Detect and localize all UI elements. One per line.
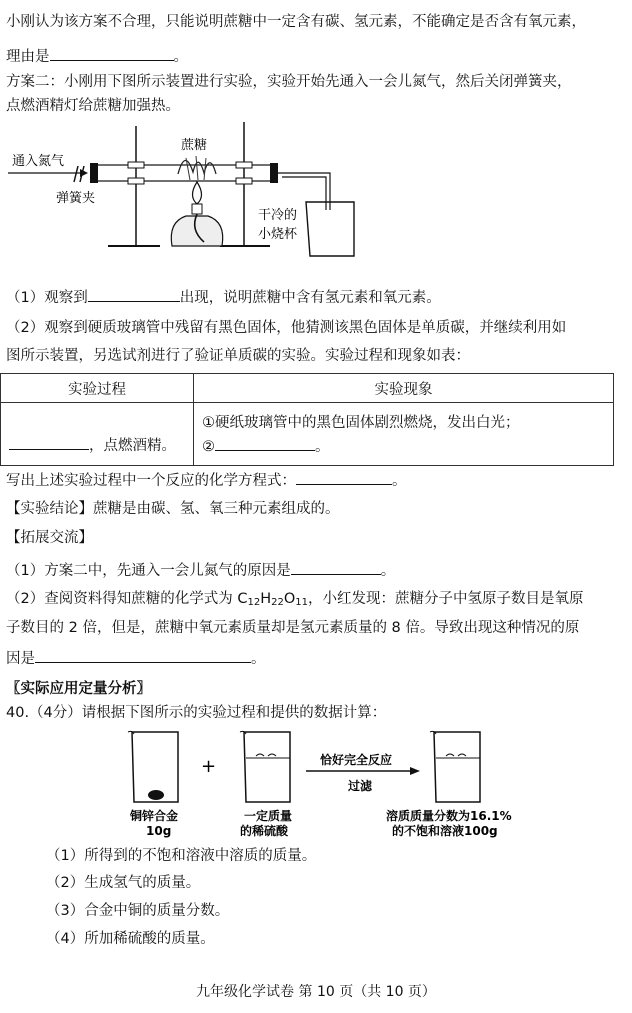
period: 。: [392, 473, 407, 489]
header-phenomenon: 实验现象: [194, 374, 614, 403]
formula-intro: （2）查阅资料得知蔗糖的化学式为 C: [6, 591, 248, 607]
question-2-line-1: （2）观察到硬质玻璃管中残留有黑色固体，他猜测该黑色固体是单质碳，并继续利用如: [6, 320, 567, 336]
period: 。: [251, 651, 266, 667]
conclusion-line: 【实验结论】蔗糖是由碳、氢、氧三种元素组成的。: [6, 501, 340, 517]
reason-label: 理由是: [6, 49, 50, 65]
alloy-sample-icon: [148, 790, 164, 800]
expand-question-1: [6, 560, 395, 581]
plus-sign: +: [201, 756, 217, 777]
arrow-bottom-label: 过滤: [348, 779, 373, 793]
nitrogen-label: 通入氮气: [12, 154, 65, 169]
answer-blank[interactable]: [9, 435, 89, 450]
question-1-suffix: 出现，说明蔗糖中含有氢元素和氧元素。: [179, 290, 441, 306]
expand-question-2-line-2: 子数目的 2 倍，但是，蔗糖中氧元素质量却是氢元素质量的 8 倍。导致出现这种情况的原: [6, 620, 580, 636]
flame-icon: [193, 182, 202, 204]
answer-blank[interactable]: [215, 436, 315, 451]
reason-line: [6, 46, 188, 67]
section-heading: 〖实际应用定量分析〗: [6, 681, 151, 697]
result-label-1: 溶质质量分数为16.1%: [386, 809, 512, 823]
result-label-2: 的不饱和溶液100g: [392, 824, 498, 838]
equation-line: [6, 470, 407, 491]
element-h: H: [260, 591, 272, 607]
beaker-2-icon: [244, 732, 290, 802]
answer-blank[interactable]: [88, 287, 180, 302]
formula-followup: ，小红发现：蔗糖分子中氢原子数目是氧原: [308, 591, 584, 607]
reason-label: 因是: [6, 651, 35, 667]
answer-blank[interactable]: [50, 46, 174, 61]
answer-blank[interactable]: [296, 470, 392, 485]
question-1-prefix: （1）观察到: [6, 290, 88, 306]
arrowhead-icon: [410, 767, 420, 775]
subscript: 22: [271, 597, 284, 608]
period: 。: [380, 563, 396, 579]
acid-label-1: 一定质量: [244, 809, 293, 823]
experiment-table: [0, 373, 614, 466]
expand-question-2-line-1: [6, 589, 584, 613]
question-1: [6, 287, 441, 308]
question-40: 40.（4分）请根据下图所示的实验过程和提供的数据计算：: [6, 705, 387, 721]
expand-heading: 【拓展交流】: [6, 530, 93, 546]
answer-blank[interactable]: [291, 560, 381, 575]
calculation-figure: [110, 726, 550, 838]
alcohol-lamp-icon: [171, 216, 222, 246]
stopper-right: [270, 163, 278, 183]
alloy-mass: 10g: [146, 824, 172, 838]
paragraph-line: 小刚认为该方案不合理，只能说明蔗糖中一定含有碳、氢元素，不能确定是否含有氧元素，: [6, 14, 586, 30]
answer-blank[interactable]: [35, 648, 251, 663]
sub-question-4: （4）所加稀硫酸的质量。: [46, 931, 215, 947]
outlet-pipe: [278, 173, 330, 210]
paragraph-line: 方案二：小刚用下图所示装置进行实验，实验开始先通入一会儿氮气，然后关闭弹簧夹，: [6, 74, 572, 90]
alloy-label: 铜锌合金: [130, 809, 179, 823]
sub-question-2: （2）生成氢气的质量。: [46, 875, 201, 891]
beaker-label-1: 干冷的: [258, 208, 298, 223]
table-row: [1, 403, 614, 466]
process-text: ，点燃酒精。: [89, 437, 176, 454]
element-o: O: [283, 591, 296, 607]
sub-question-3: （3）合金中铜的质量分数。: [46, 903, 230, 919]
beaker-label-2: 小烧杯: [258, 227, 298, 242]
expand-question-2-line-3: [6, 648, 266, 669]
lamp-neck: [192, 204, 202, 214]
stopper-left: [90, 163, 98, 183]
expand-question-1-text: （1）方案二中，先通入一会儿氮气的原因是: [6, 563, 291, 579]
question-2-line-2: 图所示装置，另选试剂进行了验证单质碳的实验。实验过程和现象如表：: [6, 348, 470, 364]
header-process: 实验过程: [1, 374, 194, 403]
acid-label-2: 的稀硫酸: [240, 824, 289, 838]
apparatus-figure: [0, 118, 420, 268]
beaker-icon: [306, 202, 354, 256]
phenomenon-cell: [194, 403, 614, 466]
equation-prompt: 写出上述实验过程中一个反应的化学方程式：: [6, 473, 296, 489]
sub-question-1: （1）所得到的不饱和溶液中溶质的质量。: [46, 848, 317, 864]
beaker-3-icon: [434, 732, 480, 802]
subscript: 11: [295, 597, 308, 608]
arrow-top-label: 恰好完全反应: [320, 753, 393, 767]
phenomenon-1: ①硬纸玻璃管中的黑色固体剧烈燃烧，发出白光；: [202, 415, 520, 431]
process-cell: [1, 403, 194, 466]
sugar-label: 蔗糖: [181, 138, 208, 153]
clamp-label: 弹簧夹: [56, 191, 96, 206]
spring-clamp-icon: [74, 166, 78, 182]
period: 。: [315, 439, 330, 455]
period: 。: [173, 49, 188, 65]
phenomenon-2-label: ②: [202, 439, 215, 455]
subscript: 12: [247, 597, 261, 608]
paragraph-line: 点燃酒精灯给蔗糖加强热。: [6, 98, 180, 114]
table-header-row: [1, 374, 614, 403]
page-footer: 九年级化学试卷 第 10 页（共 10 页）: [196, 984, 436, 1000]
